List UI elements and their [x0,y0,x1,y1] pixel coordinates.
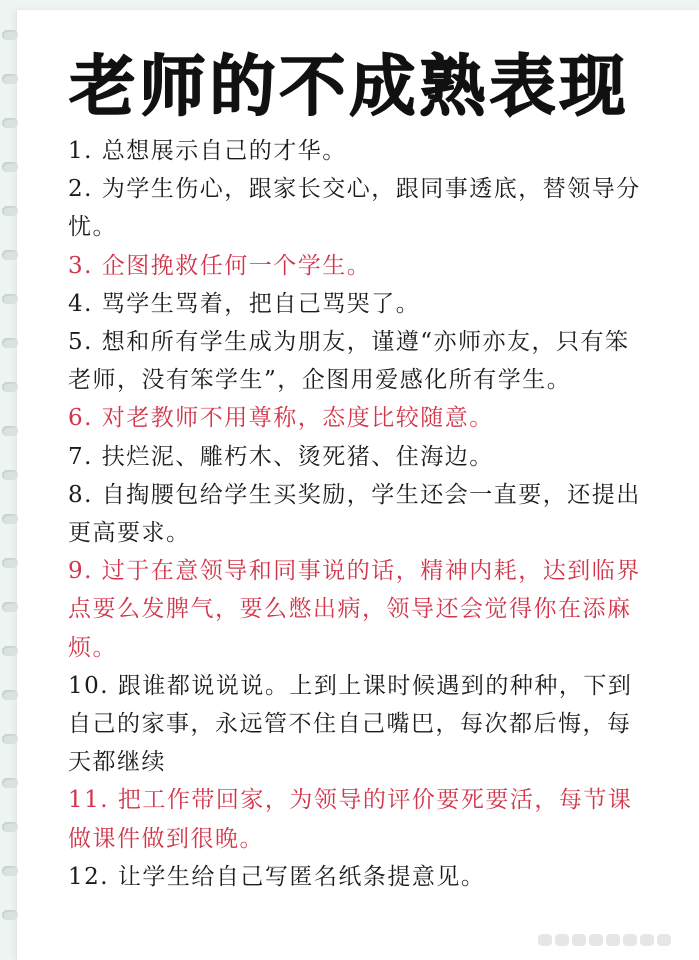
binder-hole-icon [2,602,18,612]
binder-hole-icon [2,558,18,568]
binder-hole-icon [2,646,18,656]
list-item: 5. 想和所有学生成为朋友，谨遵“亦师亦友，只有笨老师，没有笨学生”，企图用爱感化所有学生。 [68,329,630,394]
list-item: 10. 跟谁都说说说。上到上课时候遇到的种种，下到自己的家事，永远管不住自己嘴巴，每次都后悔，每天都继续 [68,672,633,776]
watermark-dots [538,934,671,946]
list-item: 9. 过于在意领导和同事说的话，精神内耗，达到临界点要么发脾气，要么憋出病，领导还会觉得你在添麻烦。 [68,558,641,661]
page-title: 老师的不成熟表现 [69,48,630,125]
dot-icon [640,934,654,946]
binder-hole-icon [2,206,18,216]
binder-hole-icon [2,294,18,304]
list-item: 12. 让学生给自己写匿名纸条提意见。 [68,863,486,890]
binder-holes [0,0,18,960]
dot-icon [555,934,569,946]
binder-hole-icon [2,734,18,744]
binder-hole-icon [2,470,18,480]
binder-hole-icon [2,426,18,436]
dot-icon [538,934,552,946]
list-item: 3. 企图挽救任何一个学生。 [68,252,372,279]
dot-icon [572,934,586,946]
dot-icon [589,934,603,946]
dot-icon [657,934,671,946]
list-item: 7. 扶烂泥、雕朽木、烫死猪、住海边。 [68,443,494,470]
binder-hole-icon [2,382,18,392]
dot-icon [606,934,620,946]
binder-hole-icon [2,30,18,40]
binder-hole-icon [2,162,18,172]
list-item: 8. 自掏腰包给学生买奖励，学生还会一直要，还提出更高要求。 [68,481,641,547]
list-item: 11. 把工作带回家，为领导的评价要死要活，每节课做课件做到很晚。 [68,787,633,852]
binder-hole-icon [2,690,18,700]
item-list [68,132,648,896]
binder-hole-icon [2,250,18,260]
binder-hole-icon [2,778,18,788]
binder-hole-icon [2,514,18,524]
list-item: 4. 骂学生骂着，把自己骂哭了。 [68,290,421,317]
binder-hole-icon [2,822,18,832]
binder-hole-icon [2,910,18,920]
dot-icon [623,934,637,946]
list-item: 1. 总想展示自己的才华。 [68,138,347,164]
binder-hole-icon [2,866,18,876]
list-item: 6. 对老教师不用尊称，态度比较随意。 [68,405,494,432]
list-item: 2. 为学生伤心，跟家长交心，跟同事透底，替领导分忧。 [68,176,641,241]
binder-hole-icon [2,338,18,348]
